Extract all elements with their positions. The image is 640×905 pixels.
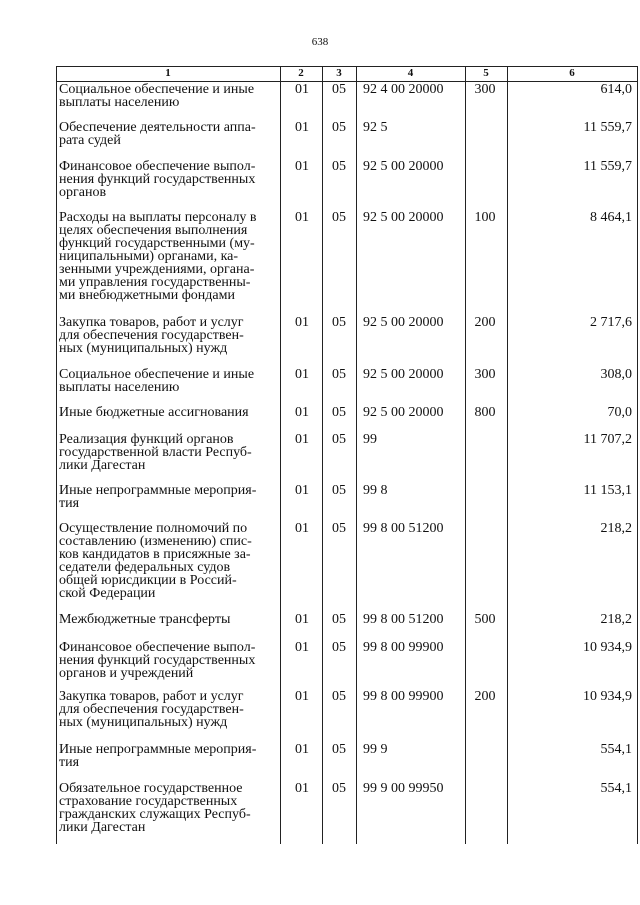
row-section: 01 — [295, 612, 309, 627]
row-name: Финансовое обеспечение выпол- нения функций государственных органов — [59, 159, 256, 200]
row-section: 01 — [295, 689, 309, 704]
row-amount: 11 559,7 — [583, 120, 632, 135]
row-target-code: 99 8 — [363, 483, 388, 498]
row-subsection: 05 — [332, 159, 346, 174]
column-header: 2 — [298, 67, 304, 79]
row-section: 01 — [295, 82, 309, 97]
row-section: 01 — [295, 483, 309, 498]
row-subsection: 05 — [332, 483, 346, 498]
column-border — [465, 66, 466, 844]
row-name: Осуществление полномочий по составлению (изменению) спис- ков кандидатов в присяжные за- седатели федеральных судов общей юрисдикции в Россий- ской Федерации — [59, 521, 252, 601]
row-expense-type: 100 — [474, 210, 496, 225]
row-target-code: 99 8 00 99900 — [363, 640, 444, 655]
row-amount: 308,0 — [600, 367, 632, 382]
row-subsection: 05 — [332, 521, 346, 536]
row-name: Закупка товаров, работ и услуг для обеспечения государствен- ных (муниципальных) нужд — [59, 315, 244, 356]
row-target-code: 99 9 00 99950 — [363, 781, 444, 796]
row-amount: 218,2 — [600, 612, 632, 627]
row-amount: 8 464,1 — [590, 210, 632, 225]
row-subsection: 05 — [332, 612, 346, 627]
row-target-code: 92 5 — [363, 120, 388, 135]
row-target-code: 92 5 00 20000 — [363, 405, 444, 420]
column-header: 1 — [165, 67, 171, 79]
row-section: 01 — [295, 120, 309, 135]
row-target-code: 99 8 00 51200 — [363, 521, 444, 536]
row-subsection: 05 — [332, 689, 346, 704]
row-name: Закупка товаров, работ и услуг для обеспечения государствен- ных (муниципальных) нужд — [59, 689, 244, 730]
row-target-code: 99 9 — [363, 742, 388, 757]
row-amount: 11 153,1 — [583, 483, 632, 498]
row-section: 01 — [295, 315, 309, 330]
row-section: 01 — [295, 405, 309, 420]
row-name: Иные непрограммные мероприя- тия — [59, 742, 257, 770]
row-target-code: 99 — [363, 432, 377, 447]
row-expense-type: 800 — [474, 405, 496, 420]
row-target-code: 92 5 00 20000 — [363, 367, 444, 382]
row-expense-type: 300 — [474, 82, 496, 97]
row-subsection: 05 — [332, 432, 346, 447]
row-section: 01 — [295, 432, 309, 447]
column-header: 6 — [569, 67, 575, 79]
row-amount: 11 707,2 — [583, 432, 632, 447]
column-header: 5 — [483, 67, 489, 79]
row-expense-type: 500 — [474, 612, 496, 627]
row-subsection: 05 — [332, 315, 346, 330]
column-header: 3 — [336, 67, 342, 79]
column-border — [637, 66, 638, 844]
row-name: Обеспечение деятельности аппа- рата судей — [59, 120, 256, 148]
budget-table — [56, 66, 638, 844]
row-amount: 70,0 — [607, 405, 632, 420]
row-subsection: 05 — [332, 367, 346, 382]
row-amount: 614,0 — [600, 82, 632, 97]
column-header: 4 — [407, 67, 414, 79]
row-section: 01 — [295, 367, 309, 382]
row-subsection: 05 — [332, 405, 346, 420]
row-amount: 554,1 — [600, 742, 632, 757]
row-target-code: 92 5 00 20000 — [363, 315, 444, 330]
row-section: 01 — [295, 159, 309, 174]
column-border — [356, 66, 357, 844]
row-name: Иные непрограммные мероприя- тия — [59, 483, 257, 511]
row-expense-type: 200 — [474, 315, 496, 330]
row-subsection: 05 — [332, 120, 346, 135]
row-target-code: 99 8 00 51200 — [363, 612, 444, 627]
row-subsection: 05 — [332, 82, 346, 97]
column-border — [507, 66, 508, 844]
row-name: Обязательное государственное страхование государственных гражданских служащих Респуб- лики Дагестан — [59, 781, 251, 835]
row-amount: 218,2 — [600, 521, 632, 536]
row-expense-type: 200 — [474, 689, 496, 704]
row-target-code: 92 5 00 20000 — [363, 159, 444, 174]
row-name: Финансовое обеспечение выпол- нения функций государственных органов и учреждений — [59, 640, 256, 681]
row-section: 01 — [295, 640, 309, 655]
row-name: Реализация функций органов государственной власти Респуб- лики Дагестан — [59, 432, 252, 473]
row-amount: 554,1 — [600, 781, 632, 796]
row-subsection: 05 — [332, 742, 346, 757]
row-amount: 10 934,9 — [583, 689, 632, 704]
row-section: 01 — [295, 521, 309, 536]
row-amount: 2 717,6 — [590, 315, 632, 330]
row-target-code: 92 5 00 20000 — [363, 210, 444, 225]
row-section: 01 — [295, 210, 309, 225]
row-name: Социальное обеспечение и иные выплаты населению — [59, 82, 255, 110]
row-name: Иные бюджетные ассигнования — [59, 405, 249, 420]
row-section: 01 — [295, 742, 309, 757]
row-subsection: 05 — [332, 640, 346, 655]
row-target-code: 99 8 00 99900 — [363, 689, 444, 704]
row-amount: 10 934,9 — [583, 640, 632, 655]
row-name: Межбюджетные трансферты — [59, 612, 231, 627]
row-name: Расходы на выплаты персоналу в целях обеспечения выполнения функций государственными (му- ниципальными) органами, ка- зенными учреждениями, органа- ми управления государственны- ми внебюджетными фондами — [59, 210, 257, 303]
row-amount: 11 559,7 — [583, 159, 632, 174]
row-target-code: 92 4 00 20000 — [363, 82, 444, 97]
column-border — [322, 66, 323, 844]
row-name: Социальное обеспечение и иные выплаты населению — [59, 367, 255, 395]
row-expense-type: 300 — [474, 367, 496, 382]
row-section: 01 — [295, 781, 309, 796]
column-border — [56, 66, 57, 844]
row-subsection: 05 — [332, 210, 346, 225]
page-number: 638 — [311, 36, 329, 48]
row-subsection: 05 — [332, 781, 346, 796]
